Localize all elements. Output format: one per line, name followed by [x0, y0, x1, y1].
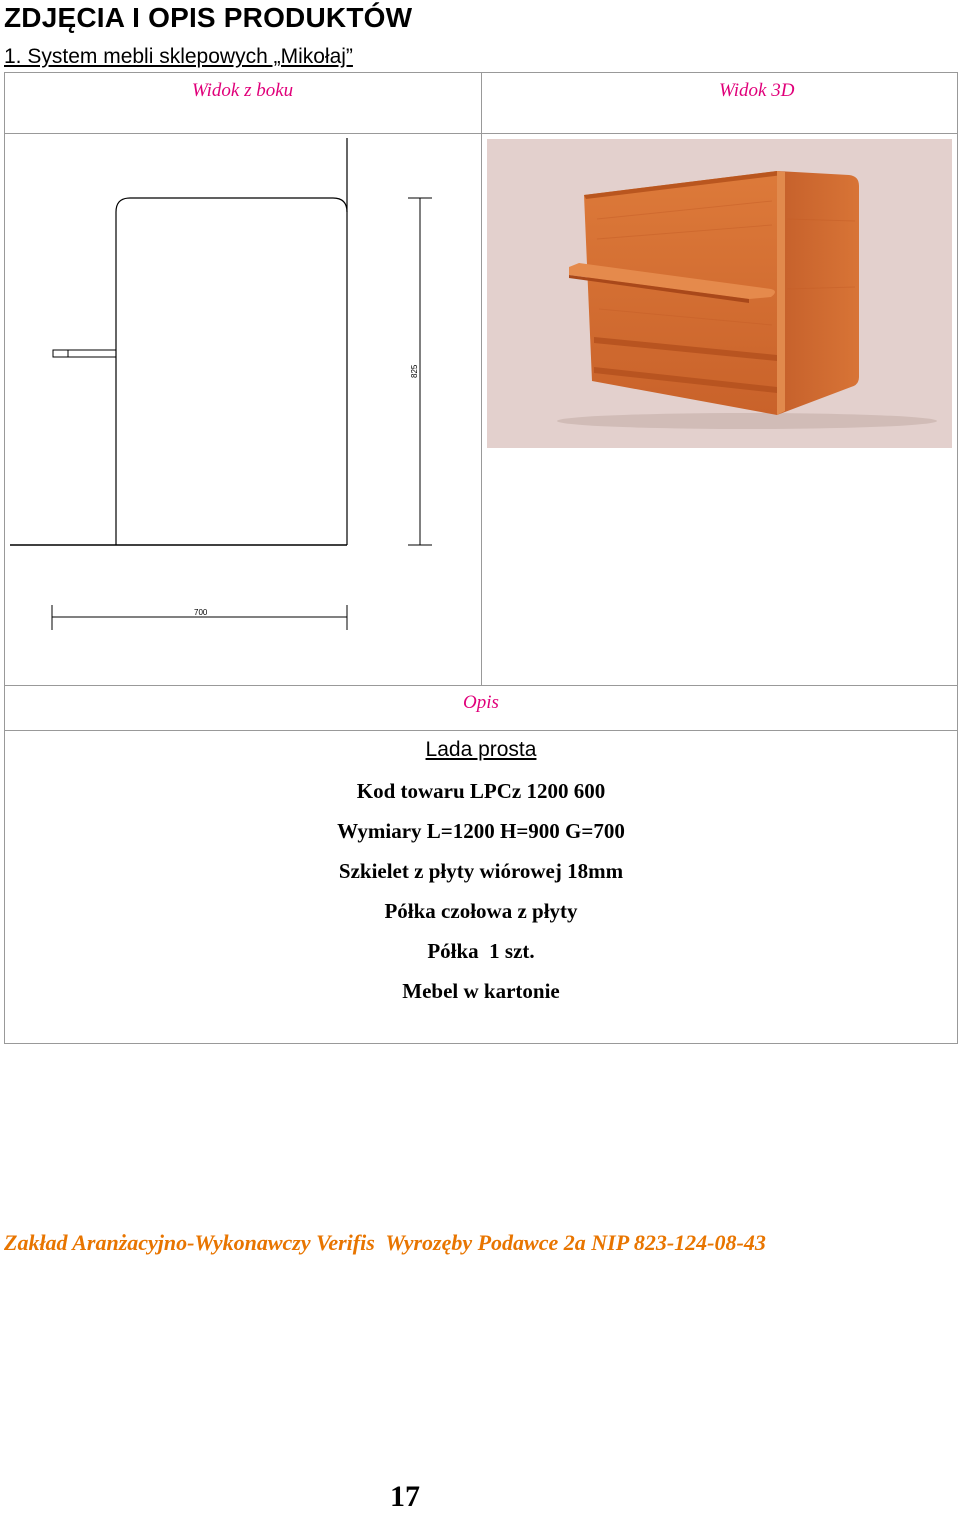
page-number: 17: [390, 1480, 420, 1513]
height-dimension-label: 825: [410, 364, 419, 378]
width-dimension-label: 700: [194, 608, 208, 617]
opis-title: Opis: [463, 692, 499, 713]
column-title-3d-view-text: Widok 3D: [719, 80, 795, 101]
side-view-drawing: [0, 134, 480, 684]
column-title-side-view: Widok z boku: [191, 80, 294, 101]
shelf-outline: [53, 350, 116, 357]
table-divider: [4, 685, 958, 686]
document-heading: ZDJĘCIA I OPIS PRODUKTÓW: [4, 2, 413, 33]
company-footer: Zakład Aranżacyjno-Wykonawczy Verifis Wyrozęby Podawce 2a NIP 823-124-08-43: [4, 1230, 766, 1255]
column-title-3d-view: [481, 80, 960, 102]
side-panel-outline: [116, 198, 347, 545]
product-name: Lada prosta: [425, 738, 537, 761]
description-line: Półka 1 szt.: [427, 939, 535, 963]
description-line: Wymiary L=1200 H=900 G=700: [337, 819, 625, 843]
table-divider: [4, 730, 958, 731]
description-line: Mebel w kartonie: [402, 979, 560, 1003]
description-line: Półka czołowa z płyty: [384, 899, 578, 923]
description-line: Kod towaru LPCz 1200 600: [356, 779, 606, 803]
counter-illustration: [487, 139, 952, 448]
document-subheading: [4, 45, 353, 69]
description-line: Szkielet z płyty wiórowej 18mm: [338, 859, 624, 883]
counter-side-panel: [777, 171, 859, 415]
table-divider: [481, 72, 482, 686]
subheading-text: 1. System mebli sklepowych „Mikołaj”: [4, 45, 353, 68]
counter-3d-photo: [487, 139, 952, 448]
